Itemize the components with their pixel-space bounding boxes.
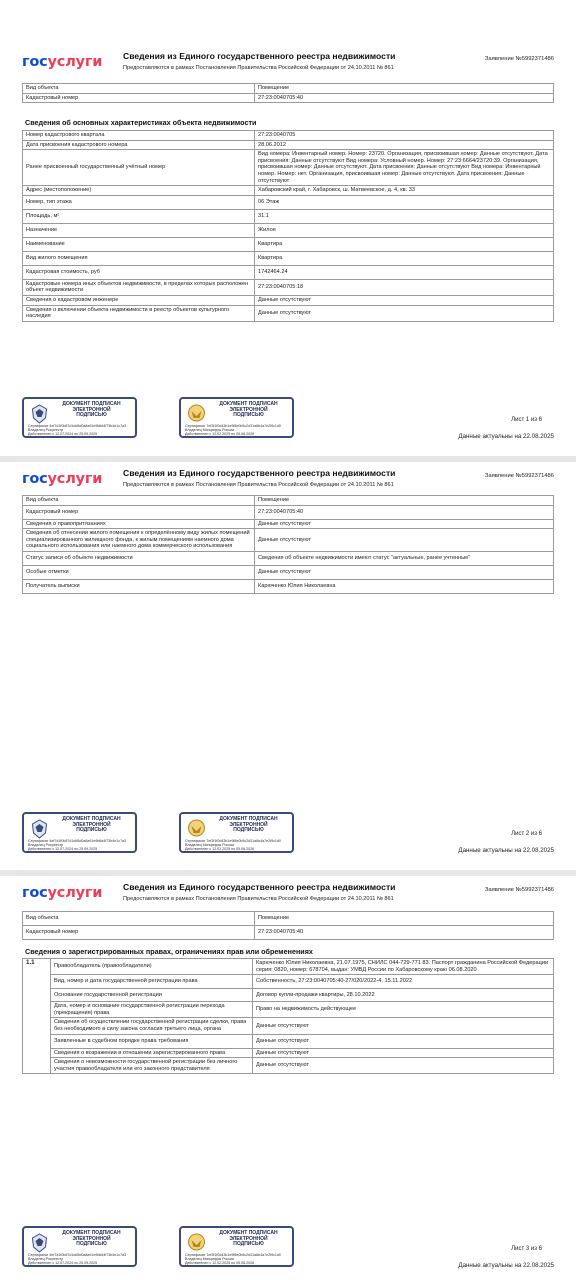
page-header (20, 462, 556, 498)
table-row: Ранее присвоенный государственный учётный номер Вид номера: Инвентарный номер. Номер: 23720. Организация, присвоившая номер: Данные отсутствуют. Дата присвоения: Данные отсутствуют Вид номера: Условный номер. Номер: 27:23:6664/23720:39. Организация, присвоившая номер: Данные отсутствуют. Дата присвоения: Данные отсутствуют Вид номера: Инвентарный номер. Номер: нет. Организация, присвоившая номер: Данные отсутствуют. Дата присвоения: Данные отсутствуют (23, 150, 554, 186)
table-row: Адрес (местоположение) Хабаровский край, г. Хабаровск, ш. Матвеевское, д. 4, кв. 33 (23, 186, 554, 196)
table-row: Сведения об осуществлении государственной регистрации сделки, права без необходимого в силу закона согласия третьего лица, органа Данные отсутствуют (23, 1018, 554, 1034)
coat-of-arms-icon (29, 403, 50, 425)
table-row: Сведения о включении объекта недвижимости в реестр объектов культурного наследия Данные отсутствуют (23, 305, 554, 321)
table-row: Основание государственной регистрации Договор купли-продажи квартиры, 28.10.2022 (23, 989, 554, 1002)
coat-of-arms-icon (29, 818, 50, 840)
table-row: Кадастровый номер 27:23:0040705:40 (23, 93, 554, 103)
page-header (20, 876, 556, 912)
table-row: Наименование Квартира (23, 237, 554, 251)
signature-stamp-rosreestr (22, 812, 137, 853)
page-number: Лист 1 из 6 (511, 417, 542, 423)
signature-stamp-rosreestr (22, 1226, 137, 1267)
signature-stamp-ministry (179, 812, 294, 853)
table-row: Площадь, м² 31.1 (23, 209, 554, 223)
signature-stamp-ministry (179, 1226, 294, 1267)
document-title: Сведения из Единого государственного реестра недвижимости (123, 51, 396, 61)
stamp-certificate: Сертификат 4ef7d1f0b87d1dd5d0a8a91e9b6d4f73b4e1c7a3 Владелец Росреестр Действителен с 12.07.2024 по 25.09.2025 (28, 424, 127, 437)
table-row: Кадастровая стоимость, руб 1742464.24 (23, 265, 554, 279)
statement-number: Заявление №5992371486 (484, 473, 554, 479)
table-row: Кадастровый номер 27:23:0040705:40 (23, 505, 554, 519)
stamp-title: ДОКУМЕНТ ПОДПИСАН ЭЛЕКТРОННОЙ ПОДПИСЬЮ (62, 1230, 121, 1248)
page-1 (0, 0, 576, 456)
page-number: Лист 3 из 6 (511, 1246, 542, 1252)
stamp-certificate: Сертификат 7ef3f1f0d43b1e9f8e0b5c2d31a6b4a7e2f9c1d0 Владелец Минцифры России Действителен с 12.02.2025 по 05.06.2026 (185, 1253, 281, 1266)
page-2 (0, 462, 576, 872)
section-title: Сведения об основных характеристиках объекта недвижимости (25, 118, 257, 127)
table-row: Сведения о возражении в отношении зарегистрированного права Данные отсутствуют (23, 1048, 554, 1058)
rights-table (22, 958, 554, 1074)
data-actual-date: Данные актуальны на 22.08.2025 (458, 847, 554, 854)
table-row: Получатель выписки Карюченко Юлия Николаевна (23, 579, 554, 593)
data-actual-date: Данные актуальны на 22.08.2025 (458, 433, 554, 440)
table-row: Сведения о кадастровом инженере Данные отсутствуют (23, 295, 554, 305)
object-id-table (22, 911, 554, 940)
eagle-emblem-icon (186, 403, 207, 425)
table-row: Дата присвоения кадастрового номера 28.06.2012 (23, 140, 554, 150)
statement-number: Заявление №5992371486 (484, 887, 554, 893)
stamp-certificate: Сертификат 7ef3f1f0d43b1e9f8e0b5c2d31a6b4a7e2f9c1d0 Владелец Минцифры России Действителен с 12.02.2025 по 05.06.2026 (185, 424, 281, 437)
stamp-certificate: Сертификат 4ef7d1f0b87d1dd5d0a8a91e9b6d4f73b4e1c7a3 Владелец Росреестр Действителен с 12.07.2024 по 25.09.2025 (28, 1253, 127, 1266)
table-row: Кадастровый номер 27:23:0040705:40 (23, 926, 554, 940)
table-row: Вид объекта Помещение (23, 496, 554, 506)
table-row: Заявленные в судебном порядке права требования Данные отсутствуют (23, 1034, 554, 1048)
table-row: Номер кадастрового квартала 27:23:0040705 (23, 131, 554, 141)
table-row: Особые отметки Данные отсутствуют (23, 565, 554, 579)
table-row: Сведения о невозможности государственной регистрации без личного участия правообладателя или его законного представителя Данные отсутствуют (23, 1058, 554, 1074)
stamp-title: ДОКУМЕНТ ПОДПИСАН ЭЛЕКТРОННОЙ ПОДПИСЬЮ (62, 816, 121, 834)
table-row: Дата, номер и основание государственной регистрации перехода (прекращения) права Право на недвижимость действующее (23, 1002, 554, 1018)
table-row: Вид жилого помещения Квартира (23, 251, 554, 265)
document-subtitle: Предоставляются в рамках Постановления Правительства Российской Федерации от 24.10.2011 № 861 (123, 482, 394, 488)
stamp-certificate: Сертификат 7ef3f1f0d43b1e9f8e0b5c2d31a6b4a7e2f9c1d0 Владелец Минцифры России Действителен с 12.02.2025 по 05.06.2026 (185, 839, 281, 852)
page-3 (0, 876, 576, 1280)
data-actual-date: Данные актуальны на 22.08.2025 (458, 1262, 554, 1269)
document-title: Сведения из Единого государственного реестра недвижимости (123, 468, 396, 478)
signature-stamp-ministry (179, 397, 294, 438)
statement-number: Заявление №5992371486 (484, 56, 554, 62)
eagle-emblem-icon (186, 818, 207, 840)
stamp-certificate: Сертификат 4ef7d1f0b87d1dd5d0a8a91e9b6d4f73b4e1c7a3 Владелец Росреестр Действителен с 12.07.2024 по 25.09.2025 (28, 839, 127, 852)
signature-stamp-rosreestr (22, 397, 137, 438)
page-number: Лист 2 из 6 (511, 831, 542, 837)
eagle-emblem-icon (186, 1232, 207, 1254)
gosuslugi-logo: госуслуги (22, 54, 103, 70)
page-header (20, 45, 556, 81)
characteristics-table (22, 130, 554, 322)
record-number: 1.1 (23, 959, 51, 1074)
document-title: Сведения из Единого государственного реестра недвижимости (123, 882, 396, 892)
stamp-title: ДОКУМЕНТ ПОДПИСАН ЭЛЕКТРОННОЙ ПОДПИСЬЮ (219, 1230, 278, 1248)
table-row: Назначение Жилое (23, 223, 554, 237)
table-row: Номер, тип этажа 06 Этаж (23, 195, 554, 209)
table-row: Вид объекта Помещение (23, 84, 554, 94)
stamp-title: ДОКУМЕНТ ПОДПИСАН ЭЛЕКТРОННОЙ ПОДПИСЬЮ (219, 816, 278, 834)
object-status-table (22, 495, 554, 594)
stamp-title: ДОКУМЕНТ ПОДПИСАН ЭЛЕКТРОННОЙ ПОДПИСЬЮ (219, 401, 278, 419)
document-subtitle: Предоставляются в рамках Постановления Правительства Российской Федерации от 24.10.2011 № 861 (123, 65, 394, 71)
table-row: Сведения об отнесении жилого помещения к определённому виду жилых помещений специализированного жилищного фонда, к жилым помещениям наемного дома социального использования или наемного дома коммерческого использования Данные отсутствуют (23, 529, 554, 552)
object-id-table (22, 83, 554, 103)
table-row: 1.1 Правообладатель (правообладатели) Карюченко Юлия Николаевна, 21.07.1975, СНИЛС 044-729-771 83. Паспорт гражданина Российской Федерации серия: 0820, номер: 678704, выдан: УМВД России по Хабаровскому краю 06.08.2020 (23, 959, 554, 975)
gosuslugi-logo: госуслуги (22, 471, 103, 487)
table-row: Сведения о правопритязаниях Данные отсутствуют (23, 519, 554, 529)
table-row: Вид, номер и дата государственной регистрации права Собственность, 27:23:0040705:40-27/020/2022-4, 15.11.2022 (23, 975, 554, 989)
document-subtitle: Предоставляются в рамках Постановления Правительства Российской Федерации от 24.10.2011 № 861 (123, 896, 394, 902)
section-title: Сведения о зарегистрированных правах, ограничениях прав или обременениях (25, 947, 313, 956)
table-row: Кадастровые номера иных объектов недвижимости, в пределах которых расположен объект недвижимости 27:23:0040705:18 (23, 279, 554, 295)
coat-of-arms-icon (29, 1232, 50, 1254)
table-row: Вид объекта Помещение (23, 912, 554, 926)
gosuslugi-logo: госуслуги (22, 885, 103, 901)
stamp-title: ДОКУМЕНТ ПОДПИСАН ЭЛЕКТРОННОЙ ПОДПИСЬЮ (62, 401, 121, 419)
table-row: Статус записи об объекте недвижимости Сведения об объекте недвижимости имеют статус "актуальные, ранее учтенные" (23, 551, 554, 565)
